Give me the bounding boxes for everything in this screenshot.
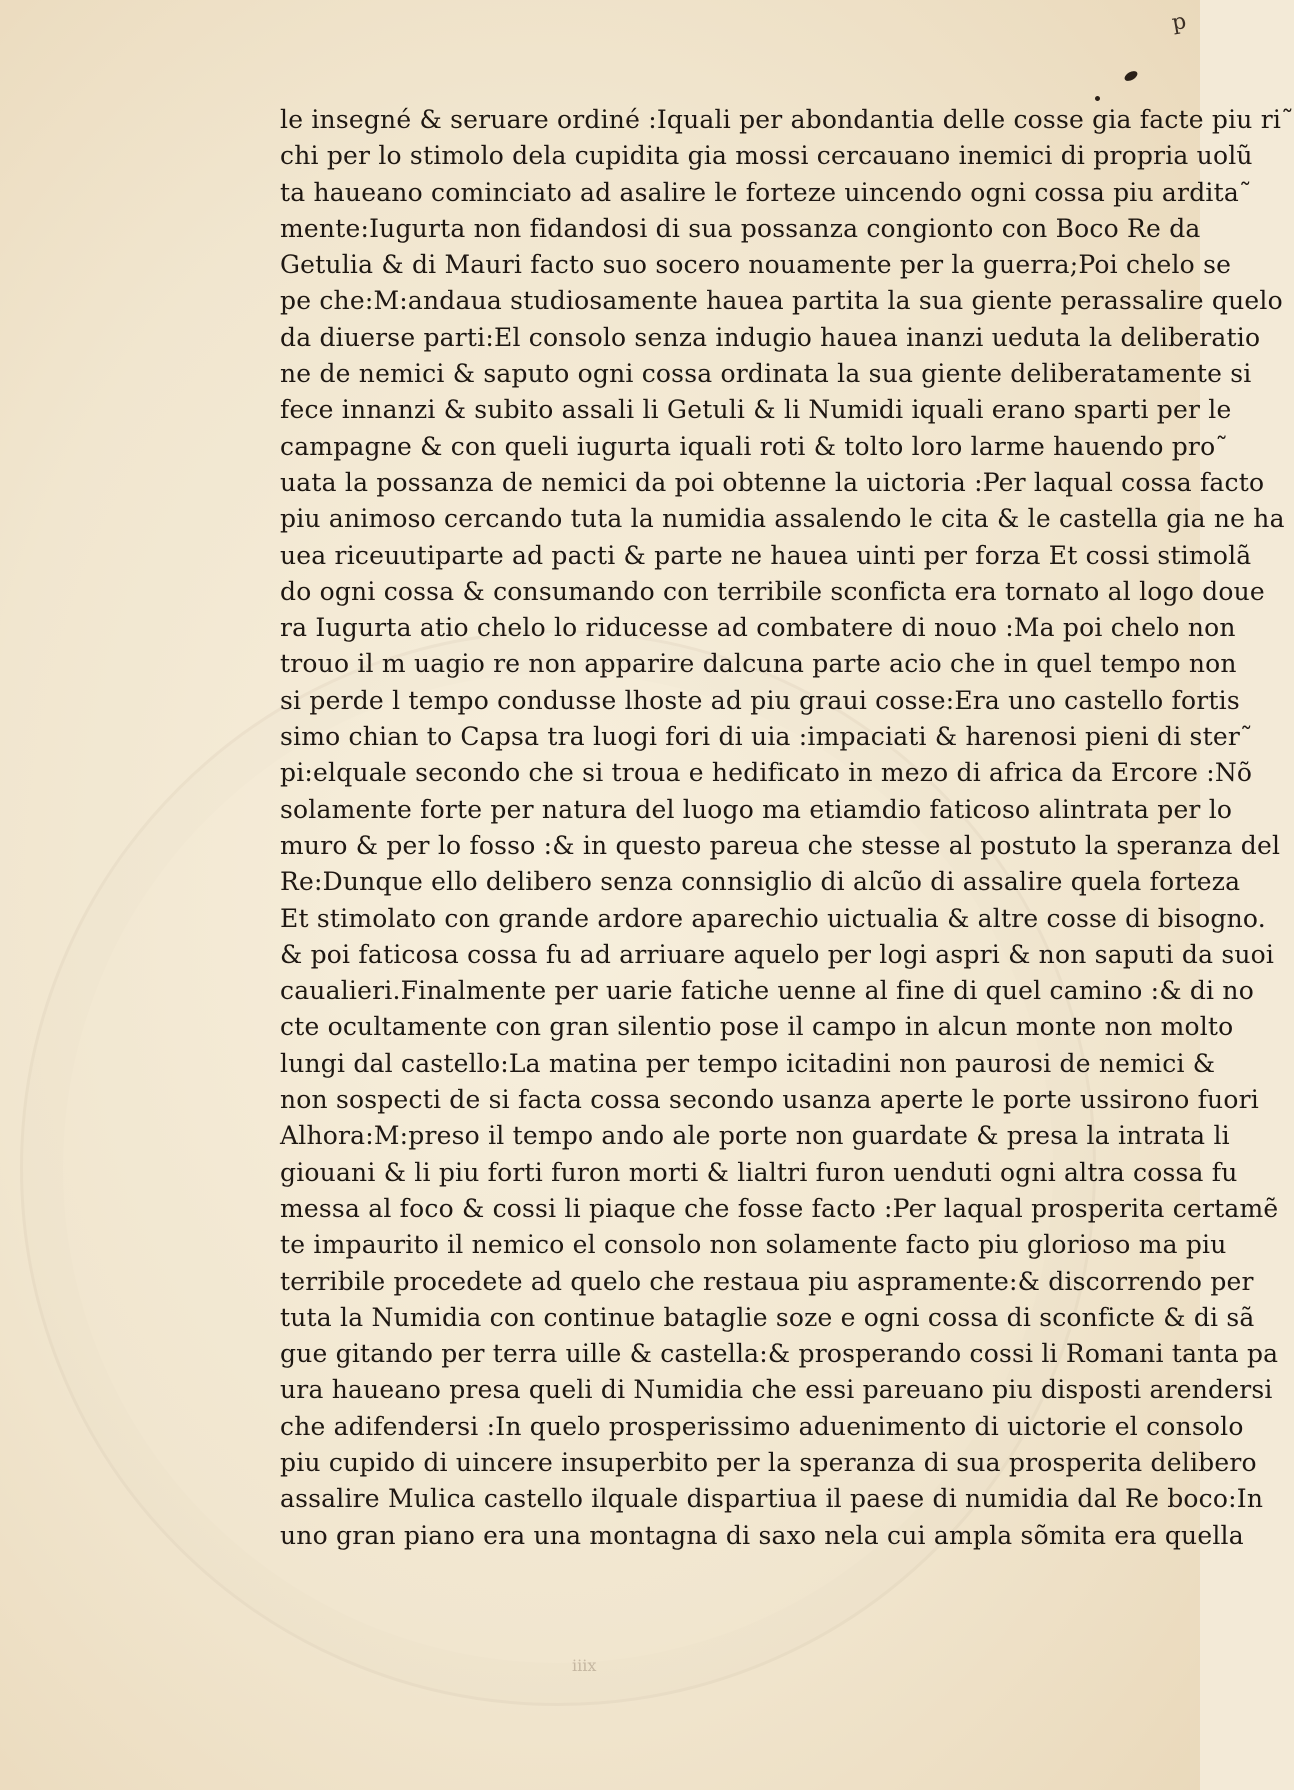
text-line: & poi faticosa cossa fu ad arriuare aquelo per logi aspri & non saputi da suoi <box>280 939 1275 969</box>
text-line: te impaurito il nemico el consolo non solamente facto piu glorioso ma piu <box>280 1230 1227 1260</box>
ink-speck-small <box>1094 95 1101 102</box>
text-line: non sospecti de si facta cossa secondo usanza aperte le porte ussirono fuori <box>280 1085 1259 1115</box>
text-line: pi:elquale secondo che si troua e hedificato in mezo di africa da Ercore :Nõ <box>280 758 1253 788</box>
text-line: ne de nemici & saputo ogni cossa ordinata la sua giente deliberatamente si <box>280 359 1252 389</box>
text-line: fece innanzi & subito assali li Getuli & li Numidi iquali erano sparti per le <box>280 395 1232 425</box>
text-line: tuta la Numidia con continue bataglie soze e ogni cossa di sconficte & di sã <box>280 1302 1255 1332</box>
text-line: caualieri.Finalmente per uarie fatiche uenne al fine di quel camino :& di no <box>280 976 1254 1006</box>
text-line: ura haueano presa queli di Numidia che essi pareuano piu disposti arendersi <box>280 1375 1273 1405</box>
text-line: si perde l tempo condusse lhoste ad piu graui cosse:Era uno castello fortis <box>280 685 1240 715</box>
ink-speck <box>1123 69 1139 83</box>
text-line: lungi dal castello:La matina per tempo icitadini non paurosi de nemici & <box>280 1048 1216 1078</box>
text-line: Getulia & di Mauri facto suo socero nouamente per la guerra;Poi chelo se <box>280 250 1232 280</box>
text-line: trouo il m uagio re non apparire dalcuna parte acio che in quel tempo non <box>280 649 1237 679</box>
text-line: do ogni cossa & consumando con terribile sconficta era tornato al logo doue <box>280 576 1265 606</box>
text-line: che adifendersi :In quelo prosperissimo aduenimento di uictorie el consolo <box>280 1411 1244 1441</box>
text-line: piu animoso cercando tuta la numidia assalendo le cita & le castella gia ne ha <box>280 504 1285 534</box>
text-line: ra Iugurta atio chelo lo riducesse ad combatere di nouo :Ma poi chelo non <box>280 613 1236 643</box>
text-line: terribile procedete ad quelo che restaua piu aspramente:& discorrendo per <box>280 1266 1254 1296</box>
text-line: uata la possanza de nemici da poi obtenne la uictoria :Per laqual cossa facto <box>280 467 1265 497</box>
text-line: uea riceuutiparte ad pacti & parte ne hauea uinti per forza Et cossi stimolã <box>280 540 1252 570</box>
text-line: gue gitando per terra uille & castella:& prosperando cossi li Romani tanta pa <box>280 1339 1279 1369</box>
text-line: muro & per lo fosso :& in questo pareua che stesse al postuto la speranza del <box>280 830 1281 860</box>
text-line: ta haueano cominciato ad asalire le forteze uincendo ogni cossa piu ardita˜ <box>280 177 1252 207</box>
text-line: messa al foco & cossi li piaque che fosse facto :Per laqual prosperita certamẽ <box>280 1193 1279 1223</box>
text-line: Re:Dunque ello delibero senza connsiglio di alcũo di assalire quela forteza <box>280 867 1241 897</box>
text-line: le insegné & seruare ordiné :Iquali per abondantia delle cosse gia facte piu ri˜ <box>280 105 1294 134</box>
text-line: piu cupido di uincere insuperbito per la speranza di sua prosperita delibero <box>280 1447 1257 1477</box>
faint-folio-number: iiix <box>572 1656 597 1675</box>
text-line: pe che:M:andaua studiosamente hauea partita la sua giente perassalire quelo <box>280 286 1283 316</box>
text-line: chi per lo stimolo dela cupidita gia mossi cercauano inemici di propria uolũ <box>280 141 1253 171</box>
text-line: da diuerse parti:El consolo senza indugio hauea inanzi ueduta la deliberatio <box>280 322 1261 352</box>
text-line: cte ocultamente con gran silentio pose il campo in alcun monte non molto <box>280 1012 1234 1042</box>
text-line: simo chian to Capsa tra luogi fori di uia :impaciati & harenosi pieni di ster˜ <box>280 722 1253 752</box>
text-line: Et stimolato con grande ardore aparechio uictualia & altre cosse di bisogno. <box>280 903 1266 933</box>
text-line: giouani & li piu forti furon morti & lialtri furon uenduti ogni altra cossa fu <box>280 1157 1238 1187</box>
text-line: mente:Iugurta non fidandosi di sua possanza congionto con Boco Re da <box>280 213 1201 243</box>
text-block <box>280 102 1294 1554</box>
text-line: Alhora:M:preso il tempo ando ale porte non guardate & presa la intrata li <box>280 1121 1230 1151</box>
text-line: campagne & con queli iugurta iquali roti & tolto loro larme hauendo pro˜ <box>280 431 1229 461</box>
text-line: assalire Mulica castello ilquale dispartiua il paese di numidia dal Re boco:In <box>280 1484 1264 1514</box>
text-line: solamente forte per natura del luogo ma etiamdio faticoso alintrata per lo <box>280 794 1233 824</box>
text-line: uno gran piano era una montagna di saxo nela cui ampla sõmita era quella <box>280 1520 1244 1550</box>
corner-mark: p <box>1169 8 1189 37</box>
